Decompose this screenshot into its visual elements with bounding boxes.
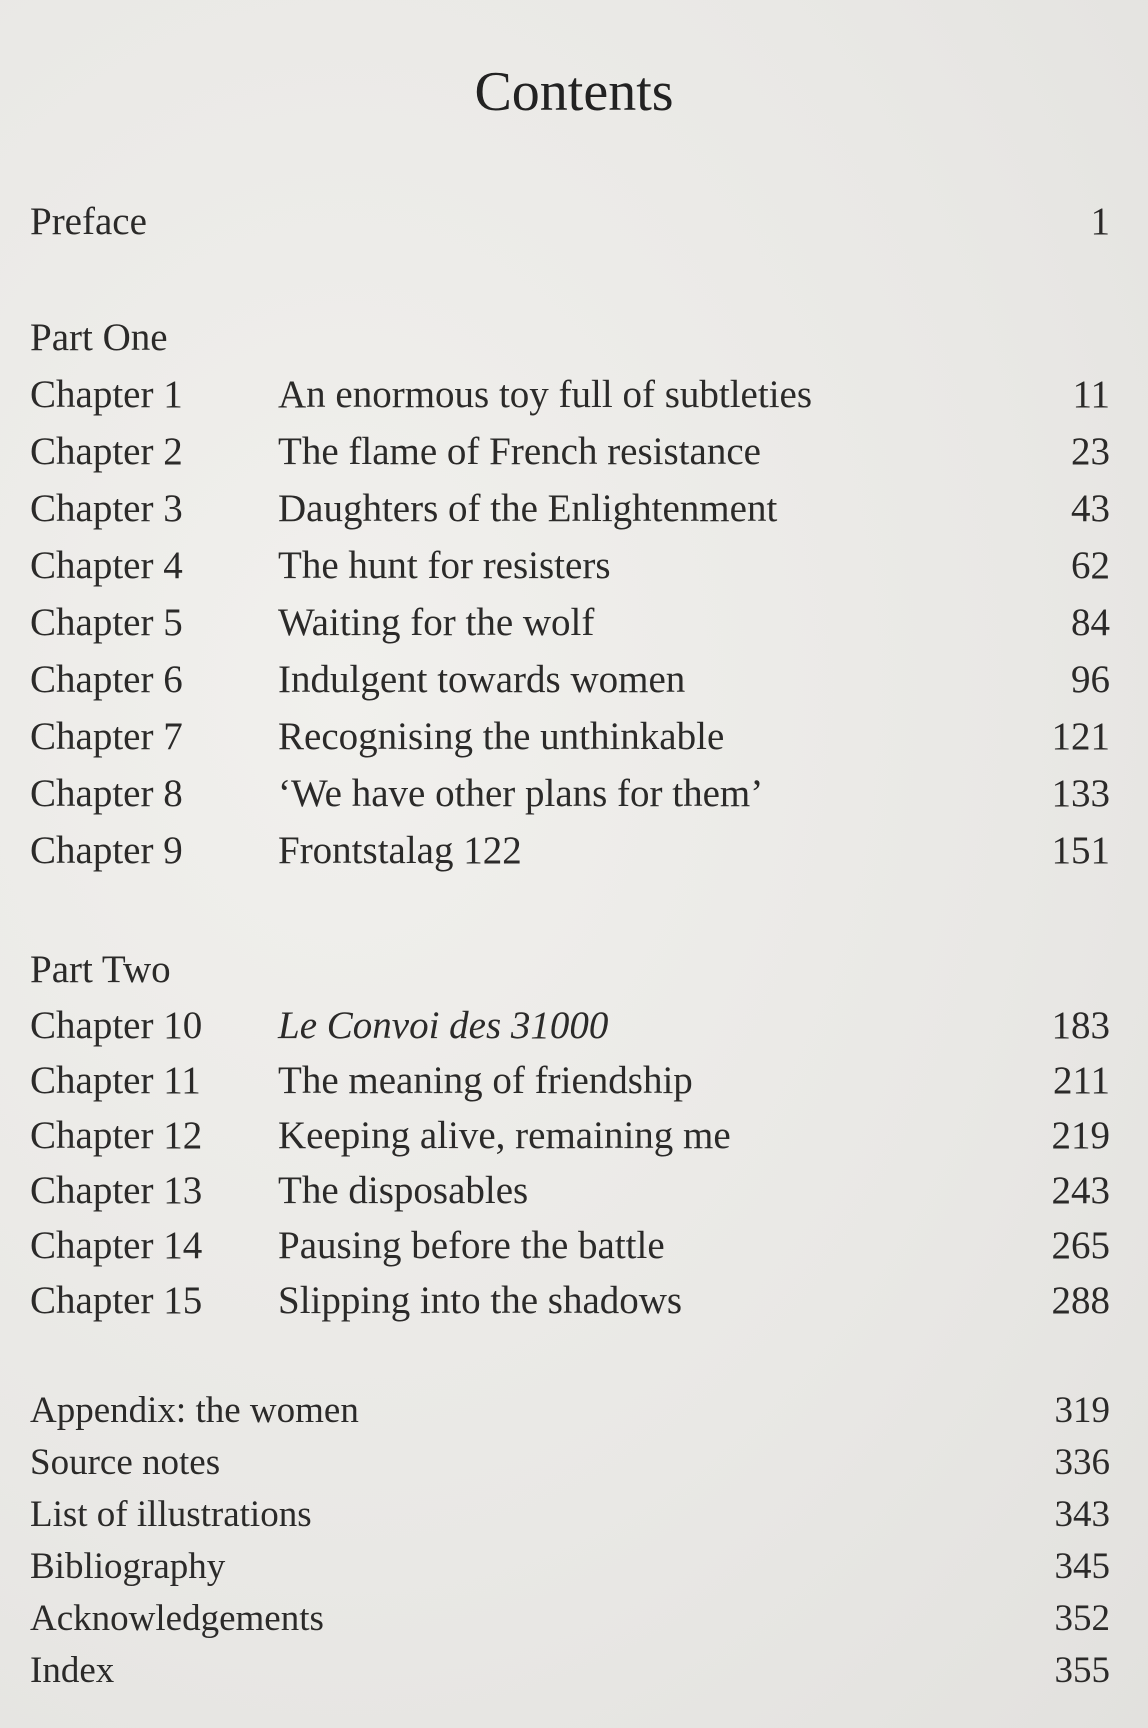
toc-entry[interactable]: [30, 1000, 1110, 1052]
toc-chapter-title: Waiting for the wolf: [278, 601, 595, 644]
toc-page-number: 62: [1071, 544, 1110, 587]
toc-page-number: 219: [1051, 1114, 1110, 1157]
toc-page-number: 121: [1051, 715, 1110, 758]
toc-page-number: 96: [1071, 658, 1110, 701]
toc-page-number: 23: [1071, 430, 1110, 473]
toc-chapter-title: ‘We have other plans for them’: [278, 772, 764, 815]
part-heading: Part Two: [30, 948, 171, 991]
toc-entry[interactable]: [30, 1275, 1110, 1327]
toc-page-number: 151: [1051, 829, 1110, 872]
toc-page-number: 133: [1051, 772, 1110, 815]
toc-entry-label: Chapter 12: [30, 1114, 203, 1157]
toc-page-number: 211: [1052, 1059, 1110, 1102]
page-title: Contents: [474, 61, 674, 123]
toc-page-number: 43: [1071, 487, 1110, 530]
toc-entry[interactable]: [30, 1055, 1110, 1107]
toc-chapter-title: Keeping alive, remaining me: [278, 1114, 731, 1157]
toc-entry-label: Chapter 13: [30, 1169, 203, 1212]
toc-chapter-title: Le Convoi des 31000: [278, 1004, 609, 1047]
toc-page-number: 345: [1054, 1546, 1110, 1587]
toc-entry-label: Chapter 9: [30, 829, 183, 872]
toc-entry[interactable]: [30, 1437, 1110, 1489]
toc-entry-label: Chapter 2: [30, 430, 183, 473]
toc-chapter-title: Slipping into the shadows: [278, 1279, 683, 1322]
toc-page-number: 343: [1054, 1494, 1110, 1535]
toc-chapter-title: Indulgent towards women: [278, 658, 686, 701]
toc-chapter-title: The hunt for resisters: [278, 544, 611, 587]
toc-entry-label: Chapter 4: [30, 544, 183, 587]
toc-entry-label: Acknowledgements: [30, 1598, 324, 1639]
toc-entry[interactable]: [30, 1385, 1110, 1437]
toc-entry[interactable]: [30, 1489, 1110, 1541]
toc-entry[interactable]: [30, 483, 1110, 535]
toc-entry-label: Chapter 6: [30, 658, 183, 701]
toc-entry-label: Bibliography: [30, 1546, 226, 1587]
toc-entry-label: Appendix: the women: [30, 1390, 359, 1431]
toc-entry[interactable]: [30, 426, 1110, 478]
toc-entry-label: Chapter 10: [30, 1004, 203, 1047]
toc-entry-label: Chapter 5: [30, 601, 183, 644]
toc-entry-label: Chapter 7: [30, 715, 183, 758]
toc-page-number: 319: [1054, 1390, 1110, 1431]
toc-entry[interactable]: [30, 1165, 1110, 1217]
toc-chapter-title: The flame of French resistance: [278, 430, 761, 473]
toc-page-number: 1: [1090, 200, 1110, 243]
toc-entry[interactable]: [30, 1645, 1110, 1697]
toc-page-number: 352: [1054, 1598, 1110, 1639]
toc-page-number: 183: [1051, 1004, 1110, 1047]
toc-chapter-title: The meaning of friendship: [278, 1059, 693, 1102]
toc-chapter-title: Daughters of the Enlightenment: [278, 487, 778, 530]
toc-entry-label: Chapter 15: [30, 1279, 203, 1322]
toc-entry[interactable]: [30, 540, 1110, 592]
part-heading: Part One: [30, 316, 168, 359]
toc-entry-label: List of illustrations: [30, 1494, 312, 1535]
toc-chapter-title: Frontstalag 122: [278, 829, 522, 872]
toc-entry[interactable]: [30, 825, 1110, 877]
toc-entry-label: Chapter 1: [30, 373, 183, 416]
toc-entry[interactable]: [30, 768, 1110, 820]
toc-entry-label: Chapter 8: [30, 772, 183, 815]
toc-page-number: 243: [1051, 1169, 1110, 1212]
toc-entry-label: Chapter 11: [30, 1059, 201, 1102]
toc-entry[interactable]: [30, 597, 1110, 649]
toc-entry-label: Preface: [30, 200, 147, 243]
toc-page-number: 336: [1054, 1442, 1110, 1483]
toc-entry-label: Index: [30, 1650, 115, 1691]
toc-entry[interactable]: [30, 711, 1110, 763]
toc-page-number: 265: [1051, 1224, 1110, 1267]
toc-entry[interactable]: [30, 1541, 1110, 1593]
toc-chapter-title: An enormous toy full of subtleties: [278, 373, 813, 416]
toc-entry-label: Source notes: [30, 1442, 221, 1483]
toc-page-number: 11: [1072, 373, 1110, 416]
toc-entry[interactable]: [30, 1593, 1110, 1645]
toc-entry[interactable]: [30, 369, 1110, 421]
toc-entry[interactable]: [30, 654, 1110, 706]
toc-page-number: 355: [1054, 1650, 1110, 1691]
toc-page-number: 288: [1051, 1279, 1110, 1322]
toc-page-number: 84: [1071, 601, 1110, 644]
toc-entry-preface[interactable]: [30, 196, 1110, 248]
toc-chapter-title: Pausing before the battle: [278, 1224, 665, 1267]
toc-entry[interactable]: [30, 1220, 1110, 1272]
toc-entry[interactable]: [30, 1110, 1110, 1162]
toc-chapter-title: Recognising the unthinkable: [278, 715, 725, 758]
toc-chapter-title: The disposables: [278, 1169, 529, 1212]
toc-entry-label: Chapter 14: [30, 1224, 203, 1267]
toc-entry-label: Chapter 3: [30, 487, 183, 530]
